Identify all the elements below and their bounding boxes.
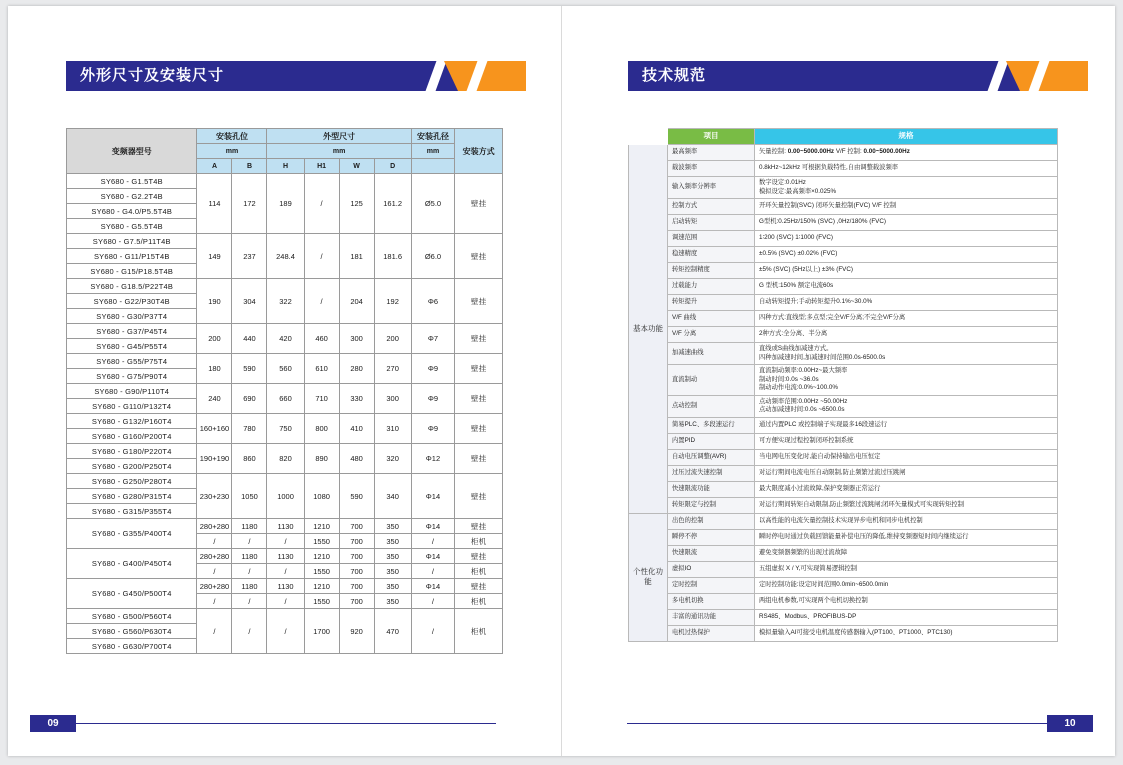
cell-a: 190 [197, 279, 232, 324]
cell-h: 560 [267, 354, 304, 384]
cell-mount: 壁挂 [455, 174, 503, 234]
cell-mount: 壁挂 [455, 414, 503, 444]
cell-a: / [197, 564, 232, 579]
cell-h1: 460 [304, 324, 339, 354]
spec-value: 模拟量输入AI可接受电机温度传感器输入(PT100、PT1000、PTC130) [755, 625, 1058, 641]
spec-category: 个性化功能 [629, 513, 668, 641]
left-page-number: 09 [30, 715, 76, 732]
cell-h1: / [304, 279, 339, 324]
table-header-row-1 [67, 129, 503, 144]
spec-value: G型机:0.25Hz/150% (SVC) ,0Hz/180% (FVC) [755, 215, 1058, 231]
spec-item: 转矩提升 [668, 295, 755, 311]
spec-item: 简易PLC、多段速运行 [668, 417, 755, 433]
cell-h: 820 [267, 444, 304, 474]
spec-row [629, 177, 1058, 199]
spec-value: RS485、Modbus、PROFIBUS-DP [755, 609, 1058, 625]
spec-item: 调速范围 [668, 231, 755, 247]
spec-row [629, 625, 1058, 641]
cell-w: 700 [339, 549, 374, 564]
table-row [67, 324, 503, 339]
spec-value: 开环矢量控制(SVC) 闭环矢量控制(FVC) V/F 控制 [755, 199, 1058, 215]
spec-row [629, 311, 1058, 327]
spec-item: 点动控制 [668, 395, 755, 417]
cell-model: SY680 - G4.0/P5.5T4B [67, 204, 197, 219]
spec-row [629, 327, 1058, 343]
spec-row [629, 365, 1058, 396]
spec-item: 控制方式 [668, 199, 755, 215]
cell-dia: Φ14 [411, 474, 454, 519]
spec-item: 加减速曲线 [668, 343, 755, 365]
cell-h1: 710 [304, 384, 339, 414]
spec-value: 瞬时停电时通过负载回馈能量补偿电压的降低,维持变频器短时间内继续运行 [755, 529, 1058, 545]
cell-w: 280 [339, 354, 374, 384]
spec-value: 两组电机参数,可实现两个电机切换控制 [755, 593, 1058, 609]
cell-d: 350 [374, 519, 411, 534]
cell-model: SY680 - G45/P55T4 [67, 339, 197, 354]
cell-d: 320 [374, 444, 411, 474]
table-row [67, 519, 503, 534]
cell-b: 780 [232, 414, 267, 444]
header-outline-unit: mm [267, 144, 411, 159]
cell-dia: / [411, 609, 454, 654]
cell-w: 125 [339, 174, 374, 234]
table-row [67, 414, 503, 429]
cell-h1: 1210 [304, 519, 339, 534]
cell-d: 192 [374, 279, 411, 324]
spec-item: 定时控制 [668, 577, 755, 593]
cell-model: SY680 - G132/P160T4 [67, 414, 197, 429]
cell-w: 920 [339, 609, 374, 654]
cell-b: 440 [232, 324, 267, 354]
cell-a: 149 [197, 234, 232, 279]
spec-item: 快速限流功能 [668, 481, 755, 497]
cell-model: SY680 - G315/P355T4 [67, 504, 197, 519]
spec-item: 转矩限定与控制 [668, 497, 755, 513]
cell-w: 700 [339, 564, 374, 579]
cell-h1: 1550 [304, 534, 339, 549]
specification-table [628, 128, 1058, 642]
cell-h1: 1550 [304, 564, 339, 579]
spec-row [629, 263, 1058, 279]
spec-value: 矢量控制: 0.00~5000.00Hz V/F 控制: 0.00~5000.00Hz [755, 145, 1058, 161]
cell-mount: 柜机 [455, 609, 503, 654]
cell-d: 350 [374, 594, 411, 609]
cell-mount: 壁挂 [455, 324, 503, 354]
cell-h: 322 [267, 279, 304, 324]
spec-item: 虚拟IO [668, 561, 755, 577]
cell-w: 700 [339, 534, 374, 549]
cell-mount: 柜机 [455, 564, 503, 579]
cell-mount: 壁挂 [455, 549, 503, 564]
cell-h1: / [304, 234, 339, 279]
cell-dia: Φ9 [411, 354, 454, 384]
header-outline: 外型尺寸 [267, 129, 411, 144]
spec-value: 可方便实现过程控制闭环控制系统 [755, 433, 1058, 449]
cell-h1: 1080 [304, 474, 339, 519]
spec-value: 2种方式:全分离、半分离 [755, 327, 1058, 343]
cell-dia: Φ9 [411, 384, 454, 414]
header-col-b: B [232, 159, 267, 174]
table-row [67, 279, 503, 294]
cell-h: 1000 [267, 474, 304, 519]
spec-row [629, 433, 1058, 449]
cell-mount: 壁挂 [455, 444, 503, 474]
spec-value: 数字设定:0.01Hz 模拟设定:最高频率×0.025% [755, 177, 1058, 199]
document-page [8, 6, 1115, 756]
spec-row [629, 609, 1058, 625]
cell-a: 160+160 [197, 414, 232, 444]
spec-row [629, 593, 1058, 609]
cell-w: 700 [339, 579, 374, 594]
cell-a: 200 [197, 324, 232, 354]
cell-w: 700 [339, 519, 374, 534]
cell-w: 480 [339, 444, 374, 474]
header-col-dia [411, 159, 454, 174]
spec-value: 0.8kHz~12kHz 可根据负载特性,自由调整载波频率 [755, 161, 1058, 177]
cell-model: SY680 - G280/P315T4 [67, 489, 197, 504]
spec-item: 最高频率 [668, 145, 755, 161]
spec-row [629, 529, 1058, 545]
table-row [67, 444, 503, 459]
cell-h1: 1210 [304, 549, 339, 564]
cell-model: SY680 - G1.5T4B [67, 174, 197, 189]
cell-model: SY680 - G110/P132T4 [67, 399, 197, 414]
spec-item: 电机过热保护 [668, 625, 755, 641]
spec-row [629, 215, 1058, 231]
header-col-h: H [267, 159, 304, 174]
cell-h: 1130 [267, 579, 304, 594]
header-col-d: D [374, 159, 411, 174]
spec-value: ±0.5% (SVC) ±0.02% (FVC) [755, 247, 1058, 263]
cell-model: SY680 - G90/P110T4 [67, 384, 197, 399]
spec-item: 多电机切换 [668, 593, 755, 609]
cell-d: 310 [374, 414, 411, 444]
left-footer-line [76, 723, 496, 724]
cell-model: SY680 - G7.5/P11T4B [67, 234, 197, 249]
cell-h: 1130 [267, 519, 304, 534]
cell-dia: Φ14 [411, 549, 454, 564]
cell-d: 181.6 [374, 234, 411, 279]
spec-item: 瞬停不停 [668, 529, 755, 545]
spec-item: 稳速精度 [668, 247, 755, 263]
spec-value: 以高性能的电流矢量控制技术实现异步电机和同步电机控制 [755, 513, 1058, 529]
cell-b: / [232, 609, 267, 654]
cell-a: 280+280 [197, 579, 232, 594]
right-section-title: 技术规范 [642, 67, 707, 84]
cell-d: 270 [374, 354, 411, 384]
cell-model: SY680 - G22/P30T4B [67, 294, 197, 309]
cell-a: 280+280 [197, 549, 232, 564]
header-mount-hole-unit: mm [197, 144, 267, 159]
spec-row [629, 343, 1058, 365]
cell-w: 590 [339, 474, 374, 519]
cell-model: SY680 - G400/P450T4 [67, 549, 197, 579]
cell-w: 410 [339, 414, 374, 444]
table-row [67, 549, 503, 564]
spec-item: 出色的控制 [668, 513, 755, 529]
cell-b: 304 [232, 279, 267, 324]
spec-row [629, 449, 1058, 465]
cell-h1: 610 [304, 354, 339, 384]
table-row [67, 234, 503, 249]
spec-item: 输入频率分辨率 [668, 177, 755, 199]
cell-dia: / [411, 564, 454, 579]
right-footer-line [627, 723, 1047, 724]
spec-item: 内置PID [668, 433, 755, 449]
cell-a: 280+280 [197, 519, 232, 534]
spec-value: 四种方式:直线型;多点型;完全V/F分离;不完全V/F分离 [755, 311, 1058, 327]
spec-item: V/F 曲线 [668, 311, 755, 327]
spec-row [629, 279, 1058, 295]
cell-d: 470 [374, 609, 411, 654]
spec-row [629, 465, 1058, 481]
cell-d: 161.2 [374, 174, 411, 234]
header-hole-dia-unit: mm [411, 144, 454, 159]
spec-item: 转矩控制精度 [668, 263, 755, 279]
cell-h: 750 [267, 414, 304, 444]
spec-item: 直流制动 [668, 365, 755, 396]
cell-a: / [197, 534, 232, 549]
cell-h1: 1550 [304, 594, 339, 609]
cell-model: SY680 - G2.2T4B [67, 189, 197, 204]
header-col-h1: H1 [304, 159, 339, 174]
cell-h: 1130 [267, 549, 304, 564]
cell-b: 690 [232, 384, 267, 414]
cell-model: SY680 - G75/P90T4 [67, 369, 197, 384]
spec-item: 启动转矩 [668, 215, 755, 231]
cell-h: 420 [267, 324, 304, 354]
cell-h: 660 [267, 384, 304, 414]
cell-d: 200 [374, 324, 411, 354]
cell-mount: 柜机 [455, 594, 503, 609]
spec-item: V/F 分离 [668, 327, 755, 343]
header-col-w: W [339, 159, 374, 174]
spec-value: 1∶200 (SVC) 1∶1000 (FVC) [755, 231, 1058, 247]
cell-w: 330 [339, 384, 374, 414]
cell-model: SY680 - G200/P250T4 [67, 459, 197, 474]
page-spread [8, 6, 1115, 756]
cell-mount: 壁挂 [455, 354, 503, 384]
cell-h1: 800 [304, 414, 339, 444]
spec-item: 自动电压调整(AVR) [668, 449, 755, 465]
spec-row [629, 417, 1058, 433]
cell-dia: / [411, 594, 454, 609]
cell-d: 350 [374, 579, 411, 594]
cell-b: 1180 [232, 549, 267, 564]
left-section-title: 外形尺寸及安装尺寸 [80, 67, 225, 84]
right-section-banner [628, 61, 1026, 91]
spec-value: 直线或S曲线加减速方式。 四种加减速时间,加减速时间范围0.0s-6500.0s [755, 343, 1058, 365]
cell-a: 190+190 [197, 444, 232, 474]
cell-model: SY680 - G55/P75T4 [67, 354, 197, 369]
cell-b: / [232, 564, 267, 579]
cell-h: / [267, 534, 304, 549]
spec-row [629, 145, 1058, 161]
spec-row [629, 295, 1058, 311]
cell-h1: 890 [304, 444, 339, 474]
spec-item: 过载能力 [668, 279, 755, 295]
spec-value: 避免变频器频繁的出现过流故障 [755, 545, 1058, 561]
spec-value: 点动频率范围:0.00Hz ~50.00Hz 点动加减速时间:0.0s ~6500.0s [755, 395, 1058, 417]
cell-h1: 1700 [304, 609, 339, 654]
spec-row [629, 231, 1058, 247]
left-section-banner [66, 61, 464, 91]
cell-model: SY680 - G355/P400T4 [67, 519, 197, 549]
cell-dia: Ø6.0 [411, 234, 454, 279]
cell-model: SY680 - G180/P220T4 [67, 444, 197, 459]
spec-row [629, 199, 1058, 215]
cell-dia: Φ9 [411, 414, 454, 444]
header-mount-hole: 安装孔位 [197, 129, 267, 144]
spec-value: 最大限度减小过流故障,保护变频器正常运行 [755, 481, 1058, 497]
cell-b: / [232, 594, 267, 609]
cell-model: SY680 - G30/P37T4 [67, 309, 197, 324]
spec-item: 快速限流 [668, 545, 755, 561]
cell-dia: Φ12 [411, 444, 454, 474]
spec-row [629, 247, 1058, 263]
spec-header-item: 项目 [668, 129, 755, 145]
cell-model: SY680 - G630/P700T4 [67, 639, 197, 654]
cell-model: SY680 - G37/P45T4 [67, 324, 197, 339]
spec-item: 丰富的通讯功能 [668, 609, 755, 625]
table-row [67, 579, 503, 594]
cell-h: 248.4 [267, 234, 304, 279]
spec-value: 当电网电压变化时,能自动保持输出电压恒定 [755, 449, 1058, 465]
cell-b: 1180 [232, 519, 267, 534]
cell-model: SY680 - G160/P200T4 [67, 429, 197, 444]
cell-dia: Φ6 [411, 279, 454, 324]
cell-h: / [267, 564, 304, 579]
cell-model: SY680 - G5.5T4B [67, 219, 197, 234]
spec-value: 自动转矩提升;手动转矩提升0.1%~30.0% [755, 295, 1058, 311]
table-row [67, 474, 503, 489]
right-page-number: 10 [1047, 715, 1093, 732]
spec-value: 对运行期间电流电压自动限制,防止频繁过流过压跳闸 [755, 465, 1058, 481]
cell-d: 300 [374, 384, 411, 414]
spec-row [629, 561, 1058, 577]
cell-a: 230+230 [197, 474, 232, 519]
cell-a: 114 [197, 174, 232, 234]
spec-item: 载波频率 [668, 161, 755, 177]
cell-b: / [232, 534, 267, 549]
spec-value: 五组虚拟 X / Y,可实现简易逻辑控制 [755, 561, 1058, 577]
cell-dia: Φ14 [411, 579, 454, 594]
cell-h: / [267, 609, 304, 654]
cell-model: SY680 - G250/P280T4 [67, 474, 197, 489]
cell-model: SY680 - G450/P500T4 [67, 579, 197, 609]
spec-item: 过压过流失速控制 [668, 465, 755, 481]
cell-d: 350 [374, 564, 411, 579]
table-row [67, 384, 503, 399]
table-row [67, 609, 503, 624]
header-model: 变频器型号 [67, 129, 197, 174]
cell-mount: 壁挂 [455, 384, 503, 414]
cell-h1: 1210 [304, 579, 339, 594]
spec-header-spec: 规格 [755, 129, 1058, 145]
cell-mount: 壁挂 [455, 279, 503, 324]
spec-value: G 型机:150% 额定电流60s [755, 279, 1058, 295]
cell-mount: 柜机 [455, 534, 503, 549]
cell-b: 860 [232, 444, 267, 474]
cell-model: SY680 - G11/P15T4B [67, 249, 197, 264]
table-row [67, 174, 503, 189]
header-hole-dia: 安装孔径 [411, 129, 454, 144]
cell-a: / [197, 594, 232, 609]
table-row [67, 354, 503, 369]
cell-b: 172 [232, 174, 267, 234]
cell-w: 204 [339, 279, 374, 324]
spec-row [629, 513, 1058, 529]
cell-b: 1050 [232, 474, 267, 519]
spec-row [629, 161, 1058, 177]
cell-dia: / [411, 534, 454, 549]
spec-value: 定时控制功能:设定时间范围0.0min~6500.0min [755, 577, 1058, 593]
left-page [8, 6, 561, 756]
spec-row [629, 545, 1058, 561]
cell-model: SY680 - G18.5/P22T4B [67, 279, 197, 294]
spec-value: 通过内置PLC 或控制端子实现最多16段速运行 [755, 417, 1058, 433]
cell-w: 300 [339, 324, 374, 354]
spec-header-row [629, 129, 1058, 145]
cell-a: 240 [197, 384, 232, 414]
cell-model: SY680 - G500/P560T4 [67, 609, 197, 624]
spec-row [629, 497, 1058, 513]
cell-mount: 壁挂 [455, 234, 503, 279]
cell-dia: Φ7 [411, 324, 454, 354]
cell-b: 1180 [232, 579, 267, 594]
cell-dia: Ø5.0 [411, 174, 454, 234]
cell-dia: Φ14 [411, 519, 454, 534]
cell-mount: 壁挂 [455, 579, 503, 594]
cell-d: 350 [374, 534, 411, 549]
cell-a: 180 [197, 354, 232, 384]
cell-h: / [267, 594, 304, 609]
cell-b: 237 [232, 234, 267, 279]
cell-model: SY680 - G15/P18.5T4B [67, 264, 197, 279]
cell-w: 700 [339, 594, 374, 609]
spec-row [629, 395, 1058, 417]
cell-h: 189 [267, 174, 304, 234]
header-col-a: A [197, 159, 232, 174]
spec-category: 基本功能 [629, 145, 668, 514]
cell-a: / [197, 609, 232, 654]
cell-mount: 壁挂 [455, 474, 503, 519]
spec-row [629, 481, 1058, 497]
cell-d: 340 [374, 474, 411, 519]
dimension-table [66, 128, 503, 654]
spec-header-blank [629, 129, 668, 145]
cell-h1: / [304, 174, 339, 234]
cell-d: 350 [374, 549, 411, 564]
spec-value: 直流制动频率:0.00Hz~最大频率 制动时间:0.0s ~36.0s 制动动作电流:0.0%~100.0% [755, 365, 1058, 396]
cell-model: SY680 - G560/P630T4 [67, 624, 197, 639]
cell-w: 181 [339, 234, 374, 279]
cell-b: 590 [232, 354, 267, 384]
spec-row [629, 577, 1058, 593]
spec-value: ±5% (SVC) (5Hz以上) ±3% (FVC) [755, 263, 1058, 279]
header-mount-type: 安装方式 [455, 129, 503, 174]
cell-mount: 壁挂 [455, 519, 503, 534]
spec-value: 对运行期间转矩自动限制,防止频繁过流跳闸;闭环矢量模式可实现转矩控制 [755, 497, 1058, 513]
